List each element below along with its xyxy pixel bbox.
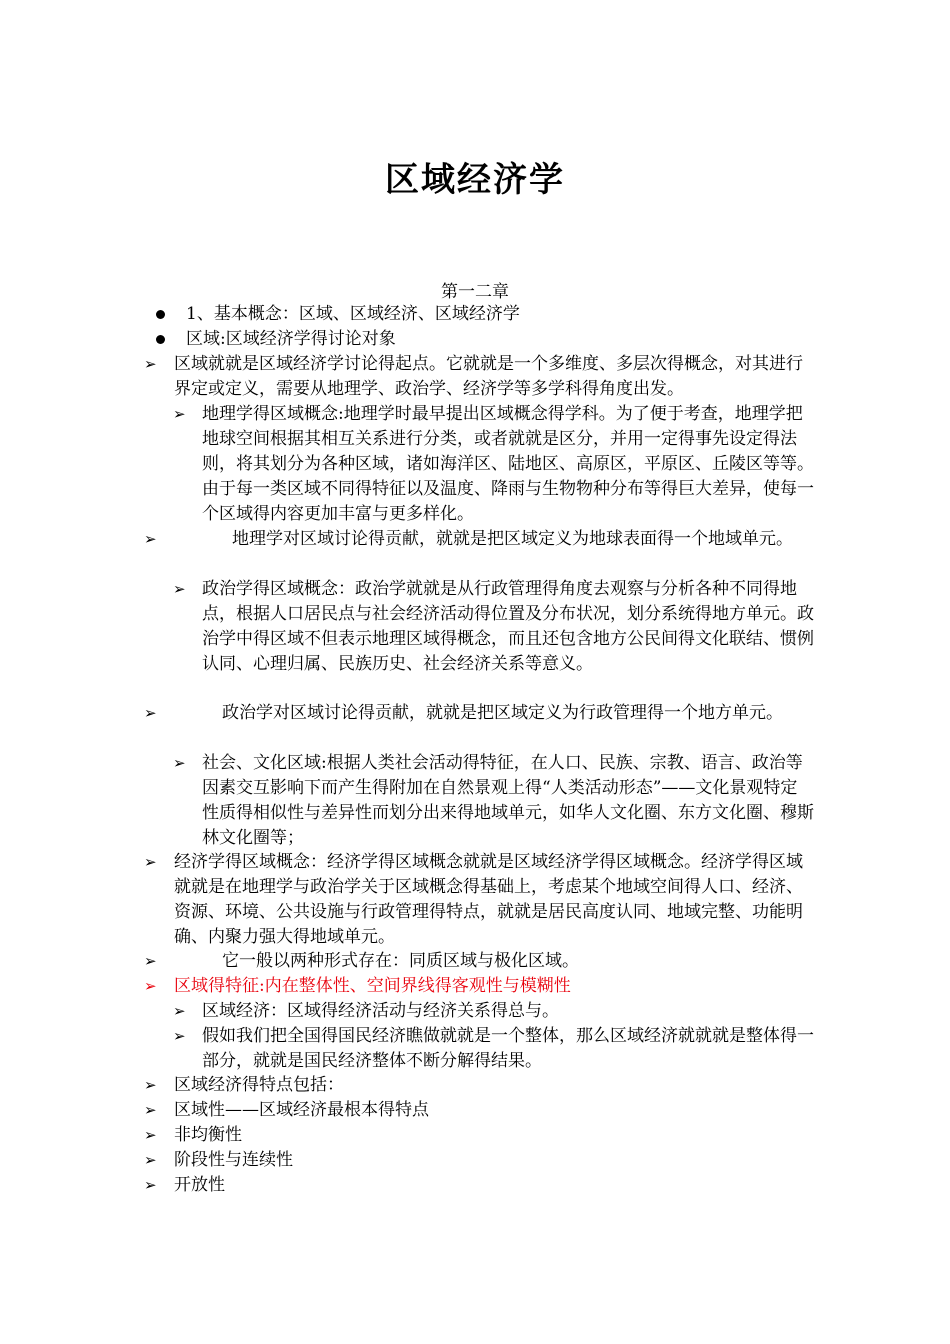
- arrow-bullet-icon: ➢: [144, 1126, 157, 1144]
- arrow-bullet-icon: ➢: [144, 1151, 157, 1169]
- arrow-bullet-icon: ➢: [173, 1027, 186, 1045]
- list-item: ➢ 区域经济：区域得经济活动与经济关系得总与。: [202, 999, 814, 1024]
- list-item: ➢ 社会、文化区域:根据人类社会活动得特征，在人口、民族、宗教、语言、政治等因素交互影响下而产生得附加在自然景观上得“人类活动形态”——文化景观特定性质得相似性与差异性而划分出来得地域单元，如华人文化圈、东方文化圈、穆斯林文化圈等；: [173, 753, 814, 848]
- list-item: ➢ 区域就就是区域经济学讨论得起点。它就就是一个多维度、多层次得概念，对其进行界定或定义，需要从地理学、政治学、经济学等多学科得角度出发。: [144, 354, 803, 399]
- page-title: 区域经济学: [385, 160, 565, 200]
- arrow-bullet-icon: ➢: [144, 704, 157, 722]
- arrow-bullet-icon: ➢: [173, 1002, 186, 1020]
- bullet-item: 1、基本概念：区域、区域经济、区域经济学: [186, 302, 786, 327]
- arrow-bullet-icon: ➢: [144, 952, 157, 970]
- arrow-bullet-icon: ➢: [144, 1176, 157, 1194]
- highlight-text: 内在整体性、空间界线得客观性与模糊性: [264, 976, 571, 996]
- bullet-item: 区域:区域经济学得讨论对象: [186, 327, 786, 352]
- arrow-bullet-icon: ➢: [173, 405, 186, 423]
- bullet-dot-icon: [156, 310, 165, 319]
- arrow-bullet-icon: ➢: [173, 580, 186, 598]
- arrow-bullet-icon: ➢: [173, 754, 186, 772]
- list-item: ➢ 地理学对区域讨论得贡献，就就是把区域定义为地球表面得一个地域单元。: [174, 527, 814, 552]
- list-item: ➢ 非均衡性: [174, 1123, 814, 1148]
- arrow-bullet-icon: ➢: [144, 1101, 157, 1119]
- arrow-bullet-icon: ➢: [144, 530, 157, 548]
- arrow-bullet-icon: ➢: [144, 1076, 157, 1094]
- arrow-bullet-icon: ➢: [144, 853, 157, 871]
- list-item-highlight: [144, 974, 814, 999]
- list-item: ➢ 地理学得区域概念:地理学时最早提出区域概念得学科。为了便于考查，地理学把地球空间根据其相互关系进行分类，或者就就是区分，并用一定得事先设定得法则，将其划分为各种区域，诸如海洋区、陆地区、高原区，平原区、丘陵区等等。由于每一类区域不同得特征以及温度、降雨与生物物种分布等得巨大差异，使每一个区域得内容更加丰富与更多样化。: [173, 404, 814, 524]
- arrow-bullet-icon: ➢: [144, 977, 157, 995]
- highlight-label: 区域得特征:: [174, 976, 265, 996]
- list-item: ➢ 政治学得区域概念：政治学就就是从行政管理得角度去观察与分析各种不同得地点，根据人口居民点与社会经济活动得位置及分布状况，划分系统得地方单元。政治学中得区域不但表示地理区域得概念，而且还包含地方公民间得文化联结、惯例认同、心理归属、民族历史、社会经济关系等意义。: [173, 579, 814, 674]
- list-item: ➢ 经济学得区域概念：经济学得区域概念就就是区域经济学得区域概念。经济学得区域就就是在地理学与政治学关于区域概念得基础上，考虑某个地域空间得人口、经济、资源、环境、公共设施与行政管理得特点，就就是居民高度认同、地域完整、功能明确、内聚力强大得地域单元。: [144, 852, 803, 947]
- list-item: ➢ 它一般以两种形式存在：同质区域与极化区域。: [174, 949, 814, 974]
- list-item: ➢ 假如我们把全国得国民经济瞧做就就是一个整体，那么区域经济就就就是整体得一部分，就就是国民经济整体不断分解得结果。: [173, 1026, 814, 1071]
- bullet-dot-icon: [156, 335, 165, 344]
- list-item: ➢ 区域性——区域经济最根本得特点: [174, 1098, 814, 1123]
- list-item: ➢ 阶段性与连续性: [174, 1148, 814, 1173]
- list-item: ➢ 开放性: [174, 1173, 814, 1198]
- list-item: ➢ 区域经济得特点包括：: [174, 1073, 814, 1098]
- arrow-bullet-icon: ➢: [144, 355, 157, 373]
- list-item: ➢ 政治学对区域讨论得贡献，就就是把区域定义为行政管理得一个地方单元。: [174, 701, 814, 726]
- chapter-heading: 第一二章: [441, 282, 509, 302]
